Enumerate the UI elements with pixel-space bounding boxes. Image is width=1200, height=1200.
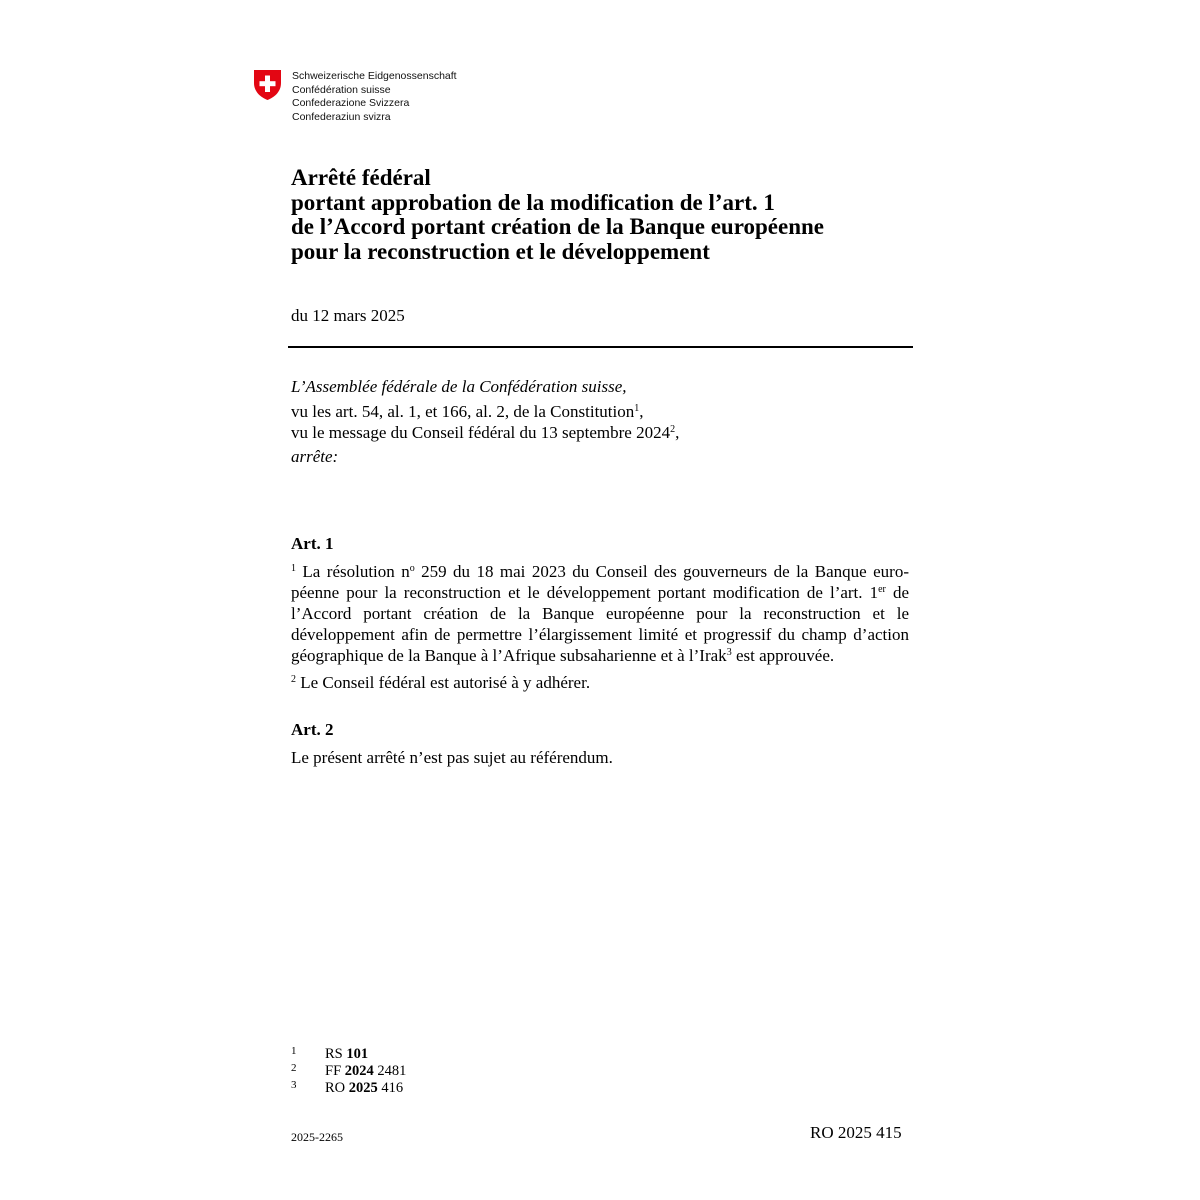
- confed-line-rm: Confederaziun svizra: [292, 110, 391, 123]
- footnote-text: [325, 1063, 406, 1080]
- document-title: [291, 166, 824, 264]
- preamble-line-message: [291, 422, 679, 444]
- title-line-3: de l’Accord portant création de la Banque européenne: [291, 214, 825, 239]
- preamble-decision: arrête:: [291, 446, 339, 466]
- footnote-bold: 2025: [348, 1080, 378, 1096]
- footnote-number: 3: [291, 1079, 297, 1091]
- footnote-number: 1: [291, 1045, 297, 1057]
- title-line-1: Arrêté fédéral: [291, 165, 431, 190]
- title-line-2: portant approbation de la modification de l’art. 1: [291, 189, 775, 215]
- cross-horizontal: [260, 81, 276, 86]
- article-2-text: Le présent arrêté n’est pas sujet au référendum.: [291, 748, 613, 767]
- footnote-prefix: RS: [325, 1046, 347, 1062]
- confed-line-it: Confederazione Svizzera: [292, 97, 410, 109]
- footnote-3: [291, 1080, 406, 1097]
- article-1-p1-text-d: est approuvée.: [731, 646, 835, 665]
- article-1-p1-text-c: de l’Accord portant création de la Banque européenne pour la reconstruction et le développement afin de permettre l’élargissement limité et progressif du champ d’action géographique de la Banque à l’Afrique subsaharienne et à l’Irak: [291, 583, 910, 665]
- footnote-prefix: FF: [325, 1063, 345, 1079]
- footnote-prefix: RO: [325, 1080, 349, 1096]
- article-1-p2-text: Le Conseil fédéral est autorisé à y adhérer.: [296, 673, 591, 692]
- preamble-line-constitution-text: vu les art. 54, al. 1, et 166, al. 2, de la Constitution: [291, 401, 635, 421]
- numero-superscript: o: [409, 563, 415, 574]
- article-1-p1-text-b: 259 du 18 mai 2023 du Conseil des gouverneurs de la Banque européenne pour la reconstruction et le développement portant modification de l’art. 1: [291, 562, 910, 602]
- article-1-p1-text-a: La résolution n: [296, 562, 410, 581]
- footnote-ref-1[interactable]: 1: [634, 402, 640, 414]
- footnote-bold: 2024: [344, 1063, 374, 1079]
- footnote-number: 2: [291, 1062, 297, 1074]
- paragraph-number-2: 2: [291, 674, 296, 685]
- article-1-paragraph-1: [291, 561, 909, 666]
- footnote-text: [325, 1080, 403, 1097]
- footnote-ref-2[interactable]: 2: [670, 424, 676, 435]
- confed-line-de: Schweizerische Eidgenossenschaft: [292, 70, 457, 82]
- preamble-line-constitution: [291, 401, 679, 423]
- preamble: [291, 376, 679, 467]
- footnote-ref-3[interactable]: 3: [726, 647, 732, 658]
- confederation-name: [292, 70, 457, 124]
- document-number: 2025-2265: [291, 1130, 343, 1144]
- swiss-shield-logo: [253, 69, 282, 101]
- document-date: du 12 mars 2025: [291, 306, 405, 325]
- footnote-text: [325, 1046, 368, 1063]
- preamble-line-message-text: vu le message du Conseil fédéral du 13 septembre 2024: [291, 423, 671, 442]
- footnotes: [291, 1046, 406, 1097]
- footnote-suffix: 2481: [373, 1063, 407, 1079]
- article-1-paragraph-2: [291, 672, 909, 693]
- title-line-4: pour la reconstruction et le développement: [291, 238, 710, 264]
- paragraph-number-1: 1: [291, 563, 296, 574]
- preamble-line-message-punct: ,: [675, 423, 680, 442]
- premier-superscript: er: [878, 584, 886, 595]
- footnote-bold: 101: [346, 1046, 369, 1062]
- article-2-heading: Art. 2: [291, 720, 334, 739]
- footnote-suffix: 416: [377, 1080, 404, 1096]
- article-1-heading: Art. 1: [291, 534, 334, 553]
- page-reference: RO 2025 415: [810, 1123, 902, 1142]
- confed-line-fr: Confédération suisse: [292, 83, 391, 96]
- preamble-line-constitution-punct: ,: [639, 401, 644, 421]
- horizontal-rule: [288, 346, 913, 348]
- preamble-assembly: L’Assemblée fédérale de la Confédération suisse,: [291, 377, 627, 396]
